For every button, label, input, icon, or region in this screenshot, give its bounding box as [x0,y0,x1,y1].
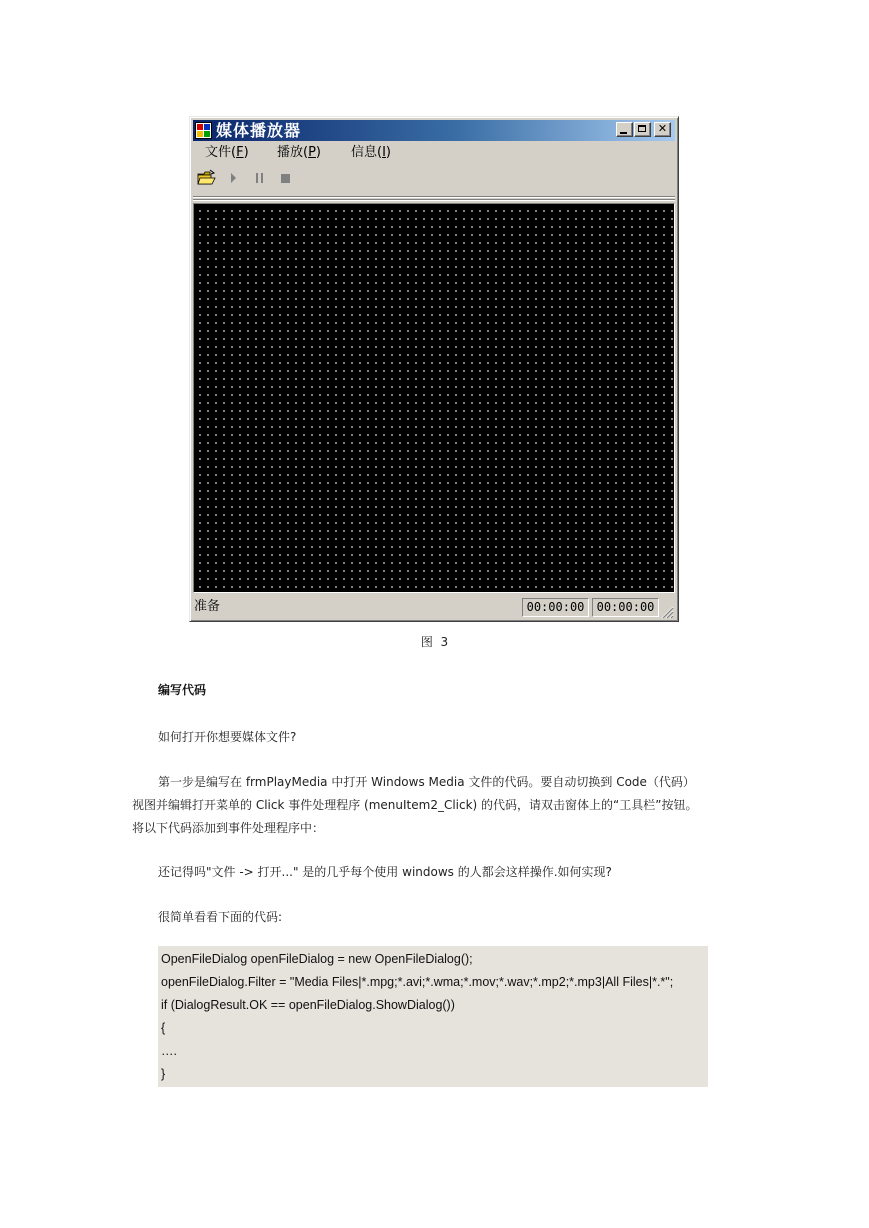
paragraph-line: 视图并编辑打开菜单的 Click 事件处理程序 (menuItem2_Click) 的代码，请双击窗体上的“工具栏”按钮。 [132,798,698,812]
code-line: …. [161,1044,177,1058]
menu-info[interactable]: 信息(I) [351,145,391,160]
open-folder-icon[interactable] [197,169,217,187]
toolbar-separator [193,197,675,198]
menu-bar [193,143,675,163]
media-player-window [189,116,679,622]
stop-icon[interactable] [276,169,296,187]
elapsed-time: 00:00:00 [522,598,589,617]
code-line: } [161,1067,166,1081]
toolbar-separator [193,200,675,201]
simple-text: 很简单看看下面的代码: [158,910,283,924]
toolbar [193,166,675,192]
pause-icon[interactable] [250,169,270,187]
total-time: 00:00:00 [592,598,659,617]
recall-text: 还记得吗"文件 -> 打开..." 是的几乎每个使用 windows 的人都会这样操作.如何实现? [158,865,612,879]
title-bar[interactable] [193,120,675,141]
app-icon[interactable] [195,122,212,139]
code-line: OpenFileDialog openFileDialog = new OpenFileDialog(); [161,952,473,966]
code-block [158,946,708,1087]
video-display-area[interactable] [193,203,675,593]
figure-caption: 图 3 [420,635,449,649]
menu-file[interactable]: 文件(F) [205,145,249,160]
resize-grip-icon[interactable] [660,604,674,618]
status-text: 准备 [194,599,221,614]
question-text: 如何打开你想要媒体文件? [158,730,297,744]
code-line: openFileDialog.Filter = "Media Files|*.mpg;*.avi;*.wma;*.mov;*.wav;*.mp2;*.mp3|All Files|*.*"; [161,975,674,989]
status-bar [193,596,675,618]
code-line: if (DialogResult.OK == openFileDialog.ShowDialog()) [161,998,455,1012]
menu-play[interactable]: 播放(P) [277,145,321,160]
minimize-button[interactable] [616,122,633,137]
code-line: { [161,1021,166,1035]
maximize-button[interactable] [634,122,651,137]
close-button[interactable]: ✕ [654,122,671,137]
paragraph-line: 将以下代码添加到事件处理程序中： [132,821,325,835]
play-icon[interactable] [224,169,244,187]
window-title: 媒体播放器 [216,121,302,140]
section-heading: 编写代码 [158,683,207,697]
paragraph-line: 第一步是编写在 frmPlayMedia 中打开 Windows Media 文件的代码。要自动切换到 Code（代码） [158,775,695,789]
